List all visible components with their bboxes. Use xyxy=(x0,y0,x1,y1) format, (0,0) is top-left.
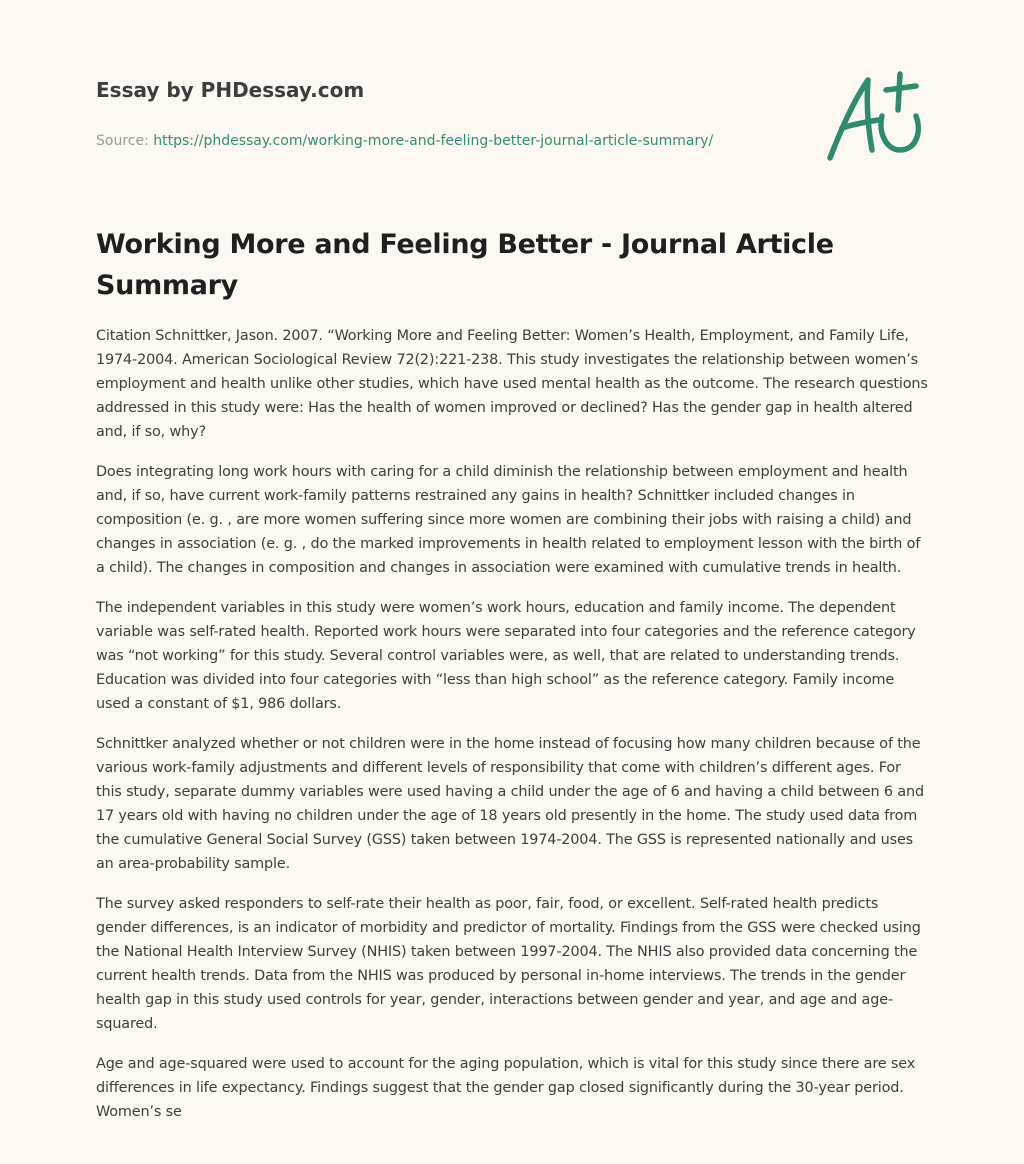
page-header xyxy=(96,74,796,151)
article-paragraph: Does integrating long work hours with caring for a child diminish the relationship between employment and health and, if so, have current work-family patterns restrained any gains in health? Schnittker included changes in composition (e. g. , are more women suffering since more women are combining their jobs with raising a child) and changes in association (e. g. , do the marked improvements in health related to employment lesson with the birth of a child). The changes in composition and changes in association were examined with cumulative trends in health. xyxy=(96,464,921,576)
article-paragraph: Age and age-squared were used to account for the aging population, which is vital for this study since there are sex differences in life expectancy. Findings suggest that the gender gap closed significantly during the 30-year period. Women’s se xyxy=(96,1056,916,1120)
site-title: Essay by PHDessay.com xyxy=(96,78,365,102)
source-line xyxy=(96,131,796,151)
article-paragraph: Citation Schnittker, Jason. 2007. “Working More and Feeling Better: Women’s Health, Employment, and Family Life, 1974-2004. American Sociological Review 72(2):221-238. This study investigates the relationship between women’s employment and health unlike other studies, which have used mental health as the outcome. The research questions addressed in this study were: Has the health of women improved or declined? Has the gender gap in health altered and, if so, why? xyxy=(96,328,928,440)
article-title: Working More and Feeling Better - Journal Article Summary xyxy=(96,229,834,301)
source-label: Source: xyxy=(96,133,149,149)
article-paragraph: The survey asked responders to self-rate their health as poor, fair, food, or excellent. Self-rated health predicts gender differences, is an indicator of morbidity and predictor of mortality. Findings from the GSS were checked using the National Health Interview Survey (NHIS) taken between 1997-2004. The NHIS also provided data concerning the current health trends. Data from the NHIS was produced by personal in-home interviews. The trends in the gender health gap in this study used controls for year, gender, interactions between gender and year, and age and age-squared. xyxy=(96,896,921,1032)
article-paragraph: Schnittker analyzed whether or not children were in the home instead of focusing how many children because of the various work-family adjustments and different levels of responsibility that come with children’s different ages. For this study, separate dummy variables were used having a child under the age of 6 and having a child between 6 and 17 years old with having no children under the age of 18 years old presently in the home. The study used data from the cumulative General Social Survey (GSS) taken between 1974-2004. The GSS is represented nationally and uses an area-probability sample. xyxy=(96,736,924,872)
a-plus-logo-icon xyxy=(826,70,926,162)
article-paragraph: The independent variables in this study were women’s work hours, education and family income. The dependent variable was self-rated health. Reported work hours were separated into four categories and the reference category was “not working” for this study. Several control variables were, as well, that are related to understanding trends. Education was divided into four categories with “less than high school” as the reference category. Family income used a constant of $1, 986 dollars. xyxy=(96,600,916,712)
article-body xyxy=(96,324,928,1140)
source-link[interactable]: https://phdessay.com/working-more-and-feeling-better-journal-article-summary/ xyxy=(153,133,714,149)
